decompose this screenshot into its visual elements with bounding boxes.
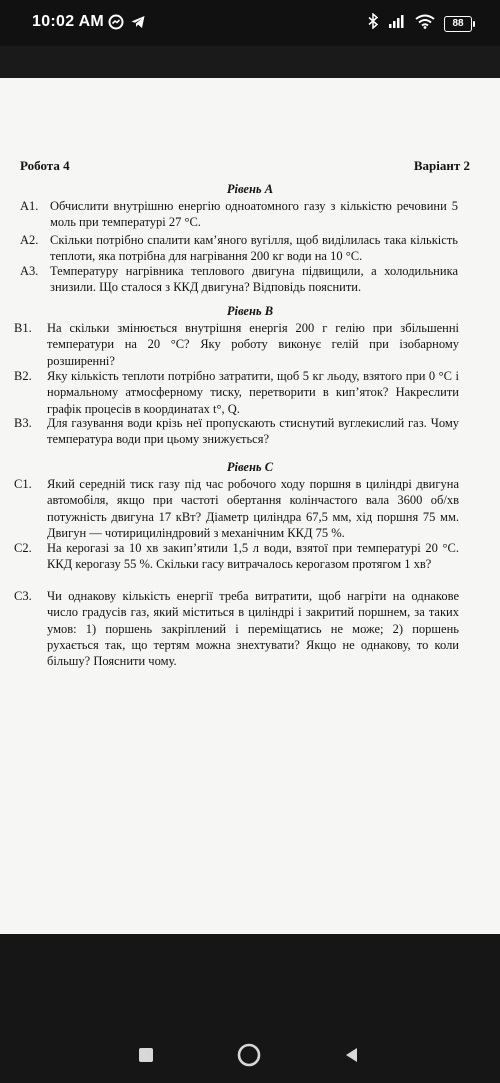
home-button[interactable]: [236, 1042, 262, 1073]
task-number: A3.: [20, 264, 39, 278]
document-page: [0, 78, 500, 934]
bluetooth-icon: [368, 13, 379, 34]
task-number: A2.: [20, 233, 39, 247]
task-text: На скільки змінюється внутрішня енергія 200 г гелію при збільшенні температури на 20 °С? Яку роботу виконує гелій при ізобарному розширенні?: [47, 321, 459, 368]
wifi-icon: [415, 14, 435, 34]
task-b3: [14, 415, 459, 448]
section-heading-c: Рівень С: [226, 460, 274, 474]
task-text: Обчислити внутрішню енергію одноатомного газу з кількістю речовини 5 моль при температурі 27 °С.: [50, 199, 458, 230]
section-heading-a: Рівень А: [226, 182, 274, 196]
task-number: B1.: [14, 321, 32, 335]
task-c2: [14, 540, 459, 573]
task-number: C1.: [14, 477, 32, 491]
task-number: C3.: [14, 589, 32, 603]
task-text: Скільки потрібно спалити кам’яного вугілля, щоб виділилась така кількість теплоти, яка потрібна для нагрівання 200 кг води на 10 °С.: [50, 233, 458, 264]
task-text: Для газування води крізь неї пропускають стиснутий вуглекислий газ. Чому температура води при цьому знижується?: [47, 416, 459, 447]
status-time: 10:02 AM: [32, 13, 105, 30]
battery-icon: [444, 16, 472, 32]
task-text: Яку кількість теплоти потрібно затратити, щоб 5 кг льоду, взятого при 0 °С і нормальному атмосферному тиску, перетворити в кип’яток? Накреслити графік процесів в координатах t°, Q.: [47, 369, 459, 416]
task-number: B2.: [14, 369, 32, 383]
telegram-icon: [130, 14, 146, 35]
task-text: Який середній тиск газу під час робочого ходу поршня в циліндрі двигуна автомобіля, якщо при частоті обертання колінчастого вала 3600 об/хв потужність двигуна 17 кВт? Діаметр циліндра 67,5 мм, хід поршня 75 мм. Двигун — чотирициліндровий з механічним ККД 75 %.: [47, 477, 459, 540]
task-c1: [14, 476, 459, 541]
task-b1: [14, 320, 459, 369]
task-a3: [20, 263, 458, 296]
status-bar: [0, 0, 500, 46]
task-a2: [20, 232, 458, 265]
signal-icon: [388, 14, 406, 33]
viewer-top-band: [0, 46, 500, 78]
task-b2: [14, 368, 459, 417]
task-c3: [14, 588, 459, 669]
messenger-icon: [108, 14, 124, 35]
task-number: A1.: [20, 199, 39, 213]
battery-level: 88: [452, 17, 464, 29]
task-text: Чи однакову кількість енергії треба витратити, щоб нагріти на однакове число градусів газ, який міститься в циліндрі і закритий поршнем, за таких умов: 1) поршень закріплений і переміщатись не може; 2) поршень рухається так, що тертям можна знехтувати? Якщо не однакову, то коли більшу? Пояснити чому.: [47, 589, 459, 669]
back-button[interactable]: [343, 1046, 361, 1069]
work-title: Робота 4: [20, 158, 70, 173]
variant-title: Варіант 2: [413, 158, 470, 173]
task-text: Температуру нагрівника теплового двигуна підвищили, а холодильника знизили. Що сталося з ККД двигуна? Відповідь пояснити.: [50, 264, 458, 295]
task-number: C2.: [14, 541, 32, 555]
section-heading-b: Рівень В: [226, 304, 274, 318]
recents-button[interactable]: [137, 1046, 155, 1069]
task-a1: [20, 198, 458, 231]
task-number: B3.: [14, 416, 32, 430]
task-text: На керогазі за 10 хв закип’ятили 1,5 л води, взятої при температурі 20 °С. ККД керогазу 55 %. Скільки гасу витрачалось керогазом протягом 1 хв?: [47, 541, 459, 572]
